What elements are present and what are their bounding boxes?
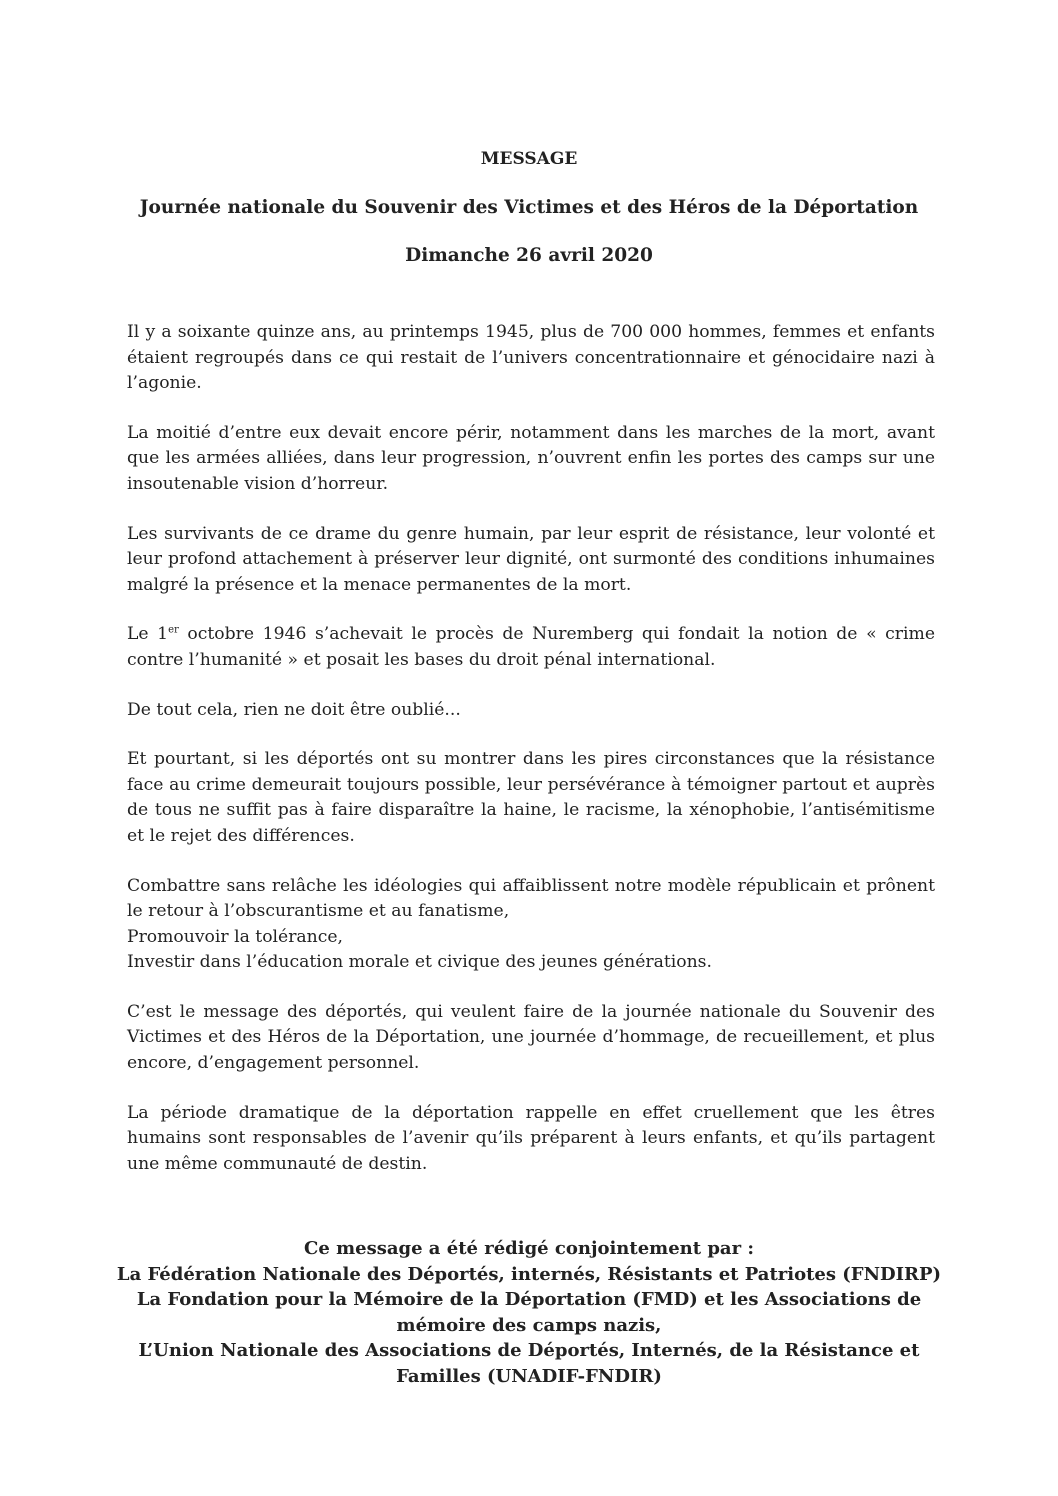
paragraph-8: C’est le message des déportés, qui veulent faire de la journée nationale du Souvenir des Victimes et des Héros de la Déportation, une journée d’hommage, de recueillement, et plus encore, d’engagement personnel. <box>127 1001 935 1074</box>
paragraph-2: La moitié d’entre eux devait encore périr, notamment dans les marches de la mort, avant que les armées alliées, dans leur progression, n’ouvrent enfin les portes des camps sur une insoutenable vision d’horreur. <box>127 422 935 494</box>
document-subtitle: Journée nationale du Souvenir des Victimes et des Héros de la Déportation <box>139 197 919 218</box>
signatory-unadif-line-2: Familles (UNADIF-FNDIR) <box>396 1365 662 1387</box>
signatory-unadif-line-1: L’Union Nationale des Associations de Déportés, Internés, de la Résistance et <box>138 1340 920 1361</box>
signatory-fmd-line-2: mémoire des camps nazis, <box>396 1314 662 1336</box>
paragraph-4-rest: octobre 1946 s’achevait le procès de Nuremberg qui fondait la notion de « crime contre l’humanité » et posait les bases du droit pénal international. <box>127 624 935 670</box>
paragraph-7 <box>127 874 935 976</box>
paragraph-7-line-2: Promouvoir la tolérance, <box>127 926 344 947</box>
paragraph-5: De tout cela, rien ne doit être oublié... <box>127 699 461 720</box>
signatories-block <box>0 1236 1058 1389</box>
paragraph-4-start: Le 1 <box>127 624 169 645</box>
signatory-fmd-line-1: La Fondation pour la Mémoire de la Déportation (FMD) et les Associations de <box>136 1289 922 1310</box>
message-body <box>127 320 935 1201</box>
paragraph-7-line-3: Investir dans l’éducation morale et civique des jeunes générations. <box>127 952 712 973</box>
paragraph-7-line-1: Combattre sans relâche les idéologies qui affaiblissent notre modèle républicain et prônent le retour à l’obscurantisme et au fanatisme, <box>127 875 935 922</box>
paragraph-6: Et pourtant, si les déportés ont su montrer dans les pires circonstances que la résistance face au crime demeurait toujours possible, leur persévérance à témoigner partout et auprès de tous ne suffit pas à faire disparaître la haine, le racisme, la xénophobie, l’antisémitisme et le rejet des différences. <box>127 749 935 846</box>
signatories-intro: Ce message a été rédigé conjointement par : <box>304 1238 754 1259</box>
document-title: MESSAGE <box>480 149 578 169</box>
document-date: Dimanche 26 avril 2020 <box>405 245 653 266</box>
paragraph-9: La période dramatique de la déportation rappelle en effet cruellement que les êtres humains sont responsables de l’avenir qu’ils préparent à leurs enfants, et qu’ils partagent une même communauté de destin. <box>127 1102 935 1174</box>
paragraph-3: Les survivants de ce drame du genre humain, par leur esprit de résistance, leur volonté et leur profond attachement à préserver leur dignité, ont surmonté des conditions inhumaines malgré la présence et la menace permanentes de la mort. <box>127 523 935 595</box>
signatory-fndirp: La Fédération Nationale des Déportés, internés, Résistants et Patriotes (FNDIRP) <box>116 1263 942 1285</box>
paragraph-1: Il y a soixante quinze ans, au printemps 1945, plus de 700 000 hommes, femmes et enfants étaient regroupés dans ce qui restait de l’univers concentrationnaire et génocidaire nazi à l’agonie. <box>127 322 935 394</box>
paragraph-4 <box>127 622 935 673</box>
ordinal-superscript: er <box>168 624 179 636</box>
